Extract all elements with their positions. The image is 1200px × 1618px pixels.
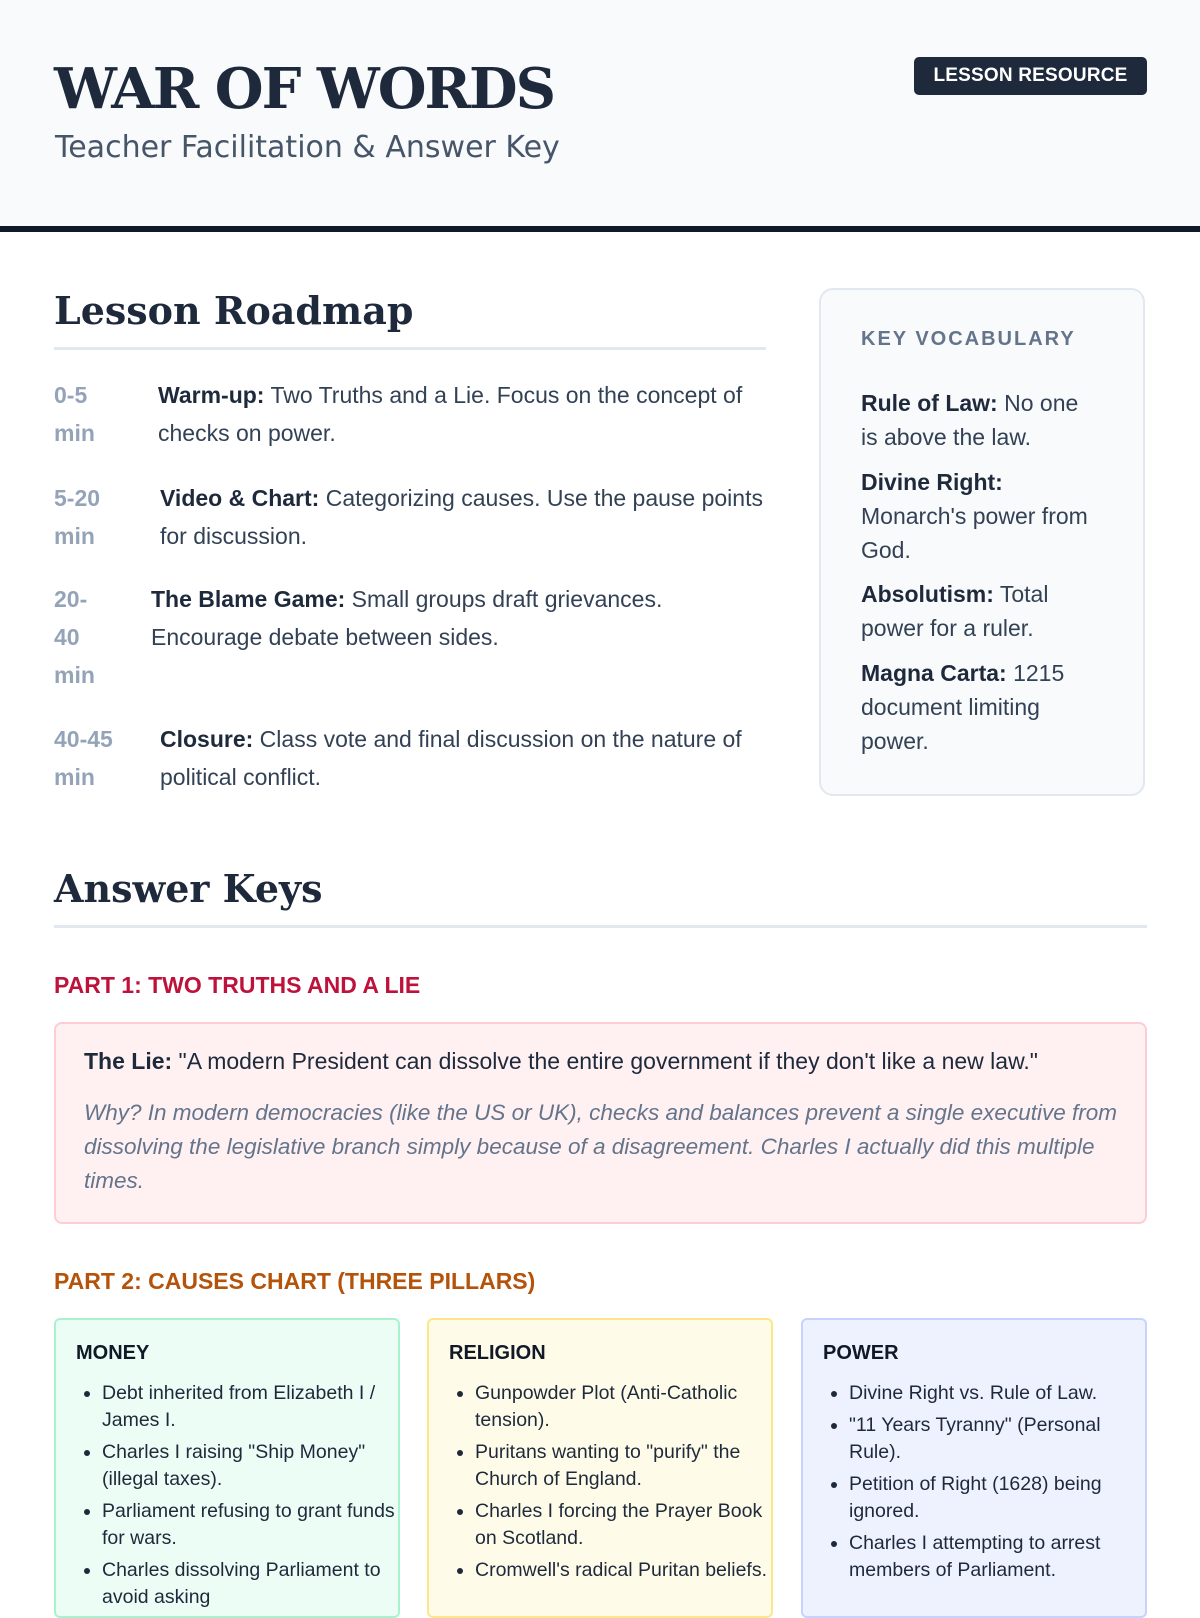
- roadmap-item: [54, 580, 766, 700]
- roadmap-term: The Blame Game:: [151, 586, 346, 612]
- vocabulary-definition: Monarch's power from God.: [861, 503, 1088, 563]
- page-header: [0, 0, 1200, 232]
- roadmap-time: 0-5 min: [54, 382, 95, 446]
- vocabulary-item: [861, 386, 1101, 454]
- answer-keys-divider: [54, 925, 1147, 928]
- pillar-item: • Charles I raising "Ship Money" (illegal taxes).: [102, 1439, 408, 1493]
- roadmap-term: Warm-up:: [158, 382, 265, 408]
- key-vocabulary-panel: [819, 288, 1145, 796]
- pillar-item: • Cromwell's radical Puritan beliefs.: [475, 1557, 781, 1584]
- vocabulary-term: Divine Right:: [861, 469, 1003, 495]
- page-title: WAR OF WORDS: [54, 56, 555, 122]
- pillar-religion: [427, 1318, 773, 1618]
- pillar-item: • Divine Right vs. Rule of Law.: [849, 1380, 1155, 1407]
- roadmap-time: 20-40 min: [54, 586, 95, 688]
- pillar-item: • "11 Years Tyranny" (Personal Rule).: [849, 1412, 1155, 1466]
- pillar-item: • Debt inherited from Elizabeth I / James I.: [102, 1380, 408, 1434]
- vocabulary-title: KEY VOCABULARY: [861, 328, 1076, 350]
- pillar-item: • Charles I forcing the Prayer Book on Scotland.: [475, 1498, 781, 1552]
- vocabulary-item: [861, 656, 1101, 758]
- vocabulary-definition: Total power for a ruler.: [861, 581, 1049, 641]
- lie-statement: [84, 1048, 1124, 1075]
- roadmap-text: Small groups draft grievances. Encourage debate between sides.: [151, 586, 663, 650]
- page-subtitle: Teacher Facilitation & Answer Key: [55, 130, 560, 165]
- roadmap-description: [151, 580, 766, 656]
- pillar-title: MONEY: [76, 1342, 150, 1364]
- part2-title: PART 2: CAUSES CHART (THREE PILLARS): [54, 1268, 536, 1294]
- vocabulary-term: Magna Carta:: [861, 660, 1007, 686]
- roadmap-time: 40-45 min: [54, 726, 113, 790]
- roadmap-description: [160, 720, 766, 796]
- vocabulary-definition: 1215 document limiting power.: [861, 660, 1065, 754]
- roadmap-item: [54, 479, 766, 559]
- pillar-item: • Petition of Right (1628) being ignored.: [849, 1471, 1155, 1525]
- answer-keys-heading: Answer Keys: [54, 866, 323, 911]
- pillar-item: • Parliament refusing to grant funds for wars.: [102, 1498, 408, 1552]
- pillar-list: [449, 1380, 781, 1589]
- lesson-resource-badge: LESSON RESOURCE: [914, 57, 1147, 95]
- vocabulary-term: Absolutism:: [861, 581, 994, 607]
- pillar-item: • Gunpowder Plot (Anti-Catholic tension).: [475, 1380, 781, 1434]
- roadmap-description: [160, 479, 766, 555]
- lie-explanation: Why? In modern democracies (like the US or UK), checks and balances prevent a single executive from dissolving the legislative branch simply because of a disagreement. Charles I actually did this multiple times.: [84, 1100, 1117, 1193]
- lie-answer-box: [54, 1022, 1147, 1224]
- roadmap-term: Closure:: [160, 726, 254, 752]
- lie-label: The Lie:: [84, 1048, 173, 1074]
- pillar-power: [801, 1318, 1147, 1618]
- pillar-title: RELIGION: [449, 1342, 546, 1364]
- pillar-title: POWER: [823, 1342, 899, 1364]
- roadmap-description: [158, 376, 766, 452]
- roadmap-text: Class vote and final discussion on the nature of political conflict.: [160, 726, 742, 790]
- pillar-money: [54, 1318, 400, 1618]
- vocabulary-definition: No one is above the law.: [861, 390, 1079, 450]
- roadmap-item: [54, 720, 766, 800]
- pillar-list: [76, 1380, 408, 1616]
- vocabulary-item: [861, 465, 1101, 567]
- roadmap-heading: Lesson Roadmap: [54, 288, 414, 333]
- roadmap-text: Two Truths and a Lie. Focus on the concept of checks on power.: [158, 382, 743, 446]
- roadmap-text: Categorizing causes. Use the pause points for discussion.: [160, 485, 763, 549]
- pillar-item: • Charles dissolving Parliament to avoid asking: [102, 1557, 408, 1611]
- roadmap-term: Video & Chart:: [160, 485, 320, 511]
- roadmap-time: 5-20 min: [54, 485, 101, 549]
- pillar-item: • Puritans wanting to "purify" the Church of England.: [475, 1439, 781, 1493]
- vocabulary-item: [861, 577, 1101, 645]
- lie-text: "A modern President can dissolve the entire government if they don't like a new law.": [172, 1048, 1038, 1074]
- roadmap-divider: [54, 347, 766, 350]
- part1-title: PART 1: TWO TRUTHS AND A LIE: [54, 972, 421, 998]
- roadmap-item: [54, 376, 766, 456]
- vocabulary-term: Rule of Law:: [861, 390, 998, 416]
- pillar-item: • Charles I attempting to arrest members of Parliament.: [849, 1530, 1155, 1584]
- pillar-list: [823, 1380, 1155, 1589]
